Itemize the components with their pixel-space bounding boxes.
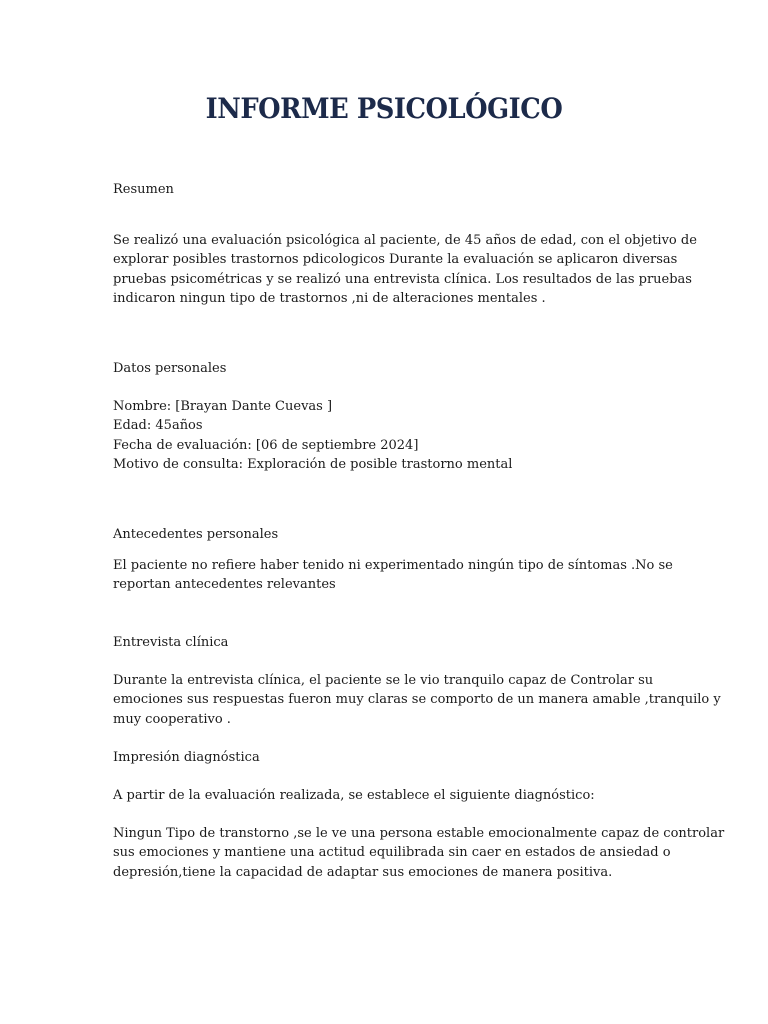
resumen-paragraph — [113, 231, 697, 308]
resumen-line: indicaron ningun tipo de trastornos ,ni de alteraciones mentales . — [113, 290, 546, 306]
entrevista-paragraph — [113, 671, 721, 729]
patient-name: Nombre: [Brayan Dante Cuevas ] — [113, 399, 333, 414]
resumen-line: pruebas psicométricas y se realizó una entrevista clínica. Los resultados de las pruebas — [113, 271, 692, 287]
impresion-intro: A partir de la evaluación realizada, se establece el siguiente diagnóstico: — [113, 788, 595, 803]
entrevista-heading: Entrevista clínica — [113, 635, 229, 650]
consultation-reason: Motivo de consulta: Exploración de posible trastorno mental — [113, 456, 513, 472]
antecedentes-paragraph — [113, 556, 673, 595]
resumen-heading: Resumen — [113, 182, 174, 197]
impresion-line: depresión,tiene la capacidad de adaptar sus emociones de manera positiva. — [113, 864, 613, 880]
resumen-line: Se realizó una evaluación psicológica al paciente, de 45 años de edad, con el objetivo de — [113, 233, 697, 248]
antecedentes-line: El paciente no refiere haber tenido ni experimentado ningún tipo de síntomas .No se — [113, 558, 673, 573]
resumen-line: explorar posibles trastornos pdicologicos Durante la evaluación se aplicaron diversas — [113, 252, 678, 268]
impresion-heading: Impresión diagnóstica — [113, 750, 260, 765]
patient-age: Edad: 45años — [113, 418, 203, 434]
datos-personales-heading: Datos personales — [113, 361, 227, 376]
impresion-paragraph — [113, 824, 725, 882]
impresion-line: Ningun Tipo de transtorno ,se le ve una persona estable emocionalmente capaz de controlar — [113, 826, 725, 841]
antecedentes-heading: Antecedentes personales — [113, 527, 279, 542]
datos-personales-list — [113, 397, 663, 474]
impresion-line: sus emociones y mantiene una actitud equilibrada sin caer en estados de ansiedad o — [113, 845, 671, 861]
entrevista-line: emociones sus respuestas fueron muy claras se comporto de un manera amable ,tranquilo y — [113, 692, 721, 708]
antecedentes-line: reportan antecedentes relevantes — [113, 577, 336, 593]
document-title: INFORME PSICOLÓGICO — [205, 92, 563, 125]
entrevista-line: muy cooperativo . — [113, 711, 231, 727]
evaluation-date: Fecha de evaluación: [06 de septiembre 2024] — [113, 437, 419, 453]
entrevista-line: Durante la entrevista clínica, el paciente se le vio tranquilo capaz de Controlar su — [113, 673, 654, 688]
